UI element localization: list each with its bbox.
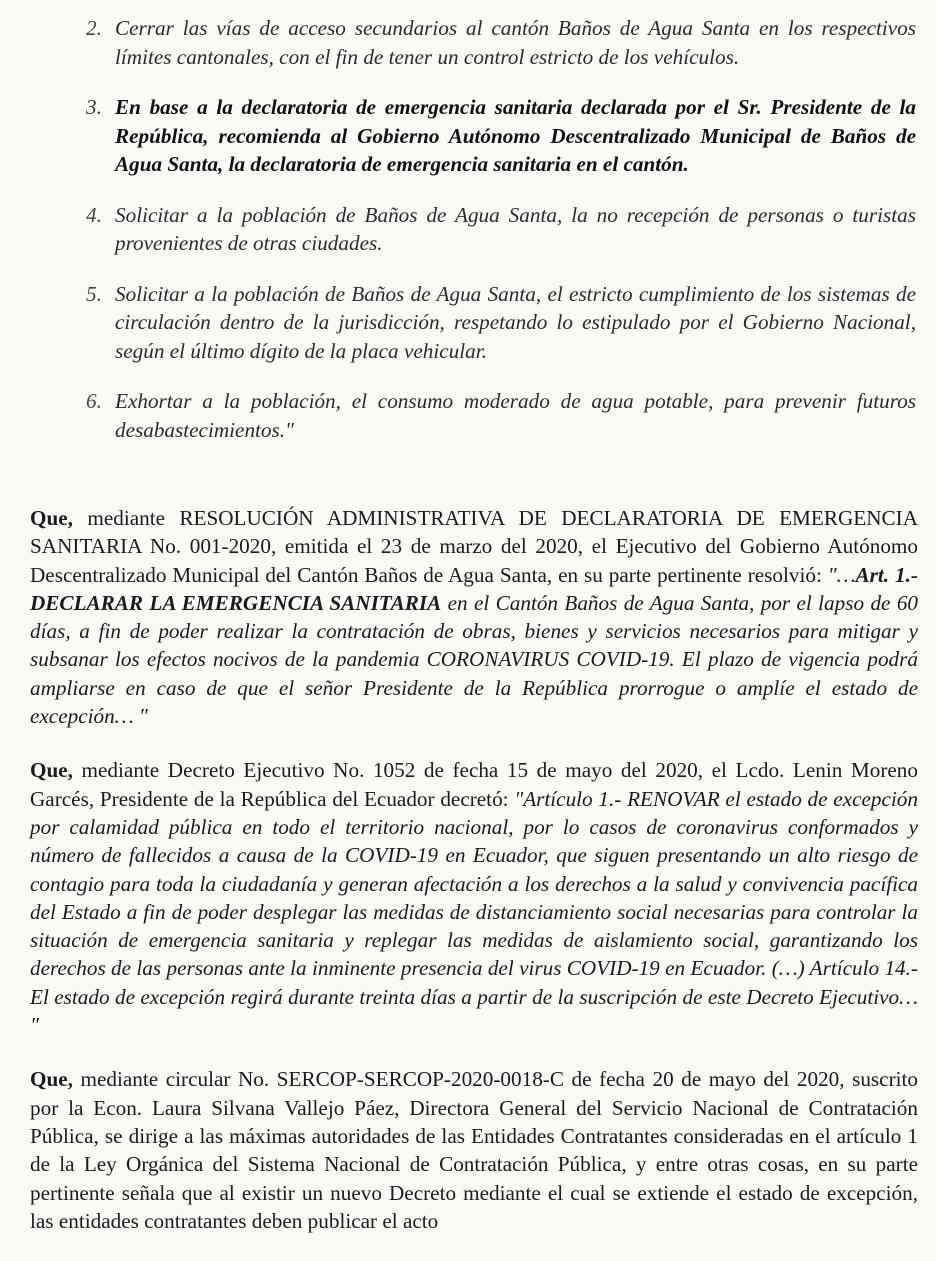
paragraph-text: mediante RESOLUCIÓN ADMINISTRATIVA DE DECLARATORIA DE EMERGENCIA SANITARIA No. 001-2020, emitida el 23 de marzo del 2020, el Ejecutivo del Gobierno Autónomo Descentralizado Municipal del Cantón Baños de Agua Santa, en su parte pertinente resolvió:	[30, 506, 918, 587]
list-item-6	[86, 387, 916, 444]
list-text: Solicitar a la población de Baños de Agua Santa, la no recepción de personas o turistas provenientes de otras ciudades.	[115, 202, 916, 255]
list-text: Cerrar las vías de acceso secundarios al cantón Baños de Agua Santa en los respectivos límites cantonales, con el fin de tener un control estricto de los vehículos.	[115, 16, 916, 69]
que-lead: Que,	[30, 758, 73, 783]
que-lead: Que,	[30, 1067, 73, 1092]
paragraph-circular	[30, 1065, 918, 1235]
paragraph-text: mediante circular No. SERCOP-SERCOP-2020-0018-C de fecha 20 de mayo del 2020, suscrito por la Econ. Laura Silvana Vallejo Páez, Directora General del Servicio Nacional de Contratación Pública, se dirige a las máximas autoridades de las Entidades Contratantes consideradas en el artículo 1 de la Ley Orgánica del Sistema Nacional de Contratación Pública, y entre otras cosas, en su parte pertinente señala que al existir un nuevo Decreto mediante el cual se extiende el estado de excepción, las entidades contratantes deben publicar el acto	[30, 1067, 918, 1233]
quote-bold: Art. 1.- DECLARAR LA EMERGENCIA SANITARIA	[30, 562, 918, 615]
list-text: Solicitar a la población de Baños de Agua Santa, el estricto cumplimiento de los sistemas de circulación dentro de la jurisdicción, respetando lo estipulado por el Gobierno Nacional, según el último dígito de la placa vehicular.	[115, 281, 916, 363]
numbered-list	[86, 14, 916, 466]
list-item-2	[86, 14, 916, 71]
quote-text: en el Cantón Baños de Agua Santa, por el lapso de 60 días, a fin de poder realizar la contratación de obras, bienes y servicios necesarios para mitigar y subsanar los efectos nocivos de la pandemia CORONAVIRUS COVID-19. El plazo de vigencia podrá ampliarse en caso de que el señor Presidente de la República prorrogue o amplíe el estado de excepción… "	[30, 590, 919, 729]
list-item-3	[86, 93, 916, 179]
list-number: 2.	[86, 16, 102, 40]
list-number: 5.	[86, 281, 102, 306]
paragraph-text: mediante Decreto Ejecutivo No. 1052 de fecha 15 de mayo del 2020, el Lcdo. Lenin Moreno Garcés, Presidente de la República del Ecuador decretó:	[30, 758, 918, 811]
list-number: 3.	[86, 95, 102, 119]
list-text: Exhortar a la población, el consumo moderado de agua potable, para prevenir futuros desabastecimientos."	[115, 389, 916, 442]
considerations	[30, 504, 918, 1261]
paragraph-decree	[30, 756, 918, 1039]
list-item-4	[86, 201, 916, 258]
paragraph-resolution	[30, 504, 918, 730]
list-number: 6.	[86, 389, 102, 413]
que-lead: Que,	[30, 506, 73, 530]
quote-open: "…	[827, 562, 856, 587]
quote-text: "Artículo 1.- RENOVAR el estado de excepción por calamidad pública en todo el territorio nacional, por lo casos de coronavirus conformados y número de fallecidos a causa de la COVID-19 en Ecuador, que siguen presentando un alto riesgo de contagio para toda la ciudadanía y generan afectación a los derechos a la salud y convivencia pacífica del Estado a fin de poder desplegar las medidas de distanciamiento social necesarias para controlar la situación de emergencia sanitaria y replegar las medidas de aislamiento social, garantizando los derechos de las personas ante la inminente presencia del virus COVID-19 en Ecuador. (…) Artículo 14.- El estado de excepción regirá durante treinta días a partir de la suscripción de este Decreto Ejecutivo… "	[30, 786, 918, 1038]
list-item-5	[86, 280, 916, 366]
list-number: 4.	[86, 202, 102, 227]
list-text: En base a la declaratoria de emergencia sanitaria declarada por el Sr. Presidente de la República, recomienda al Gobierno Autónomo Descentralizado Municipal de Baños de Agua Santa, la declaratoria de emergencia sanitaria en el cantón.	[115, 95, 916, 176]
